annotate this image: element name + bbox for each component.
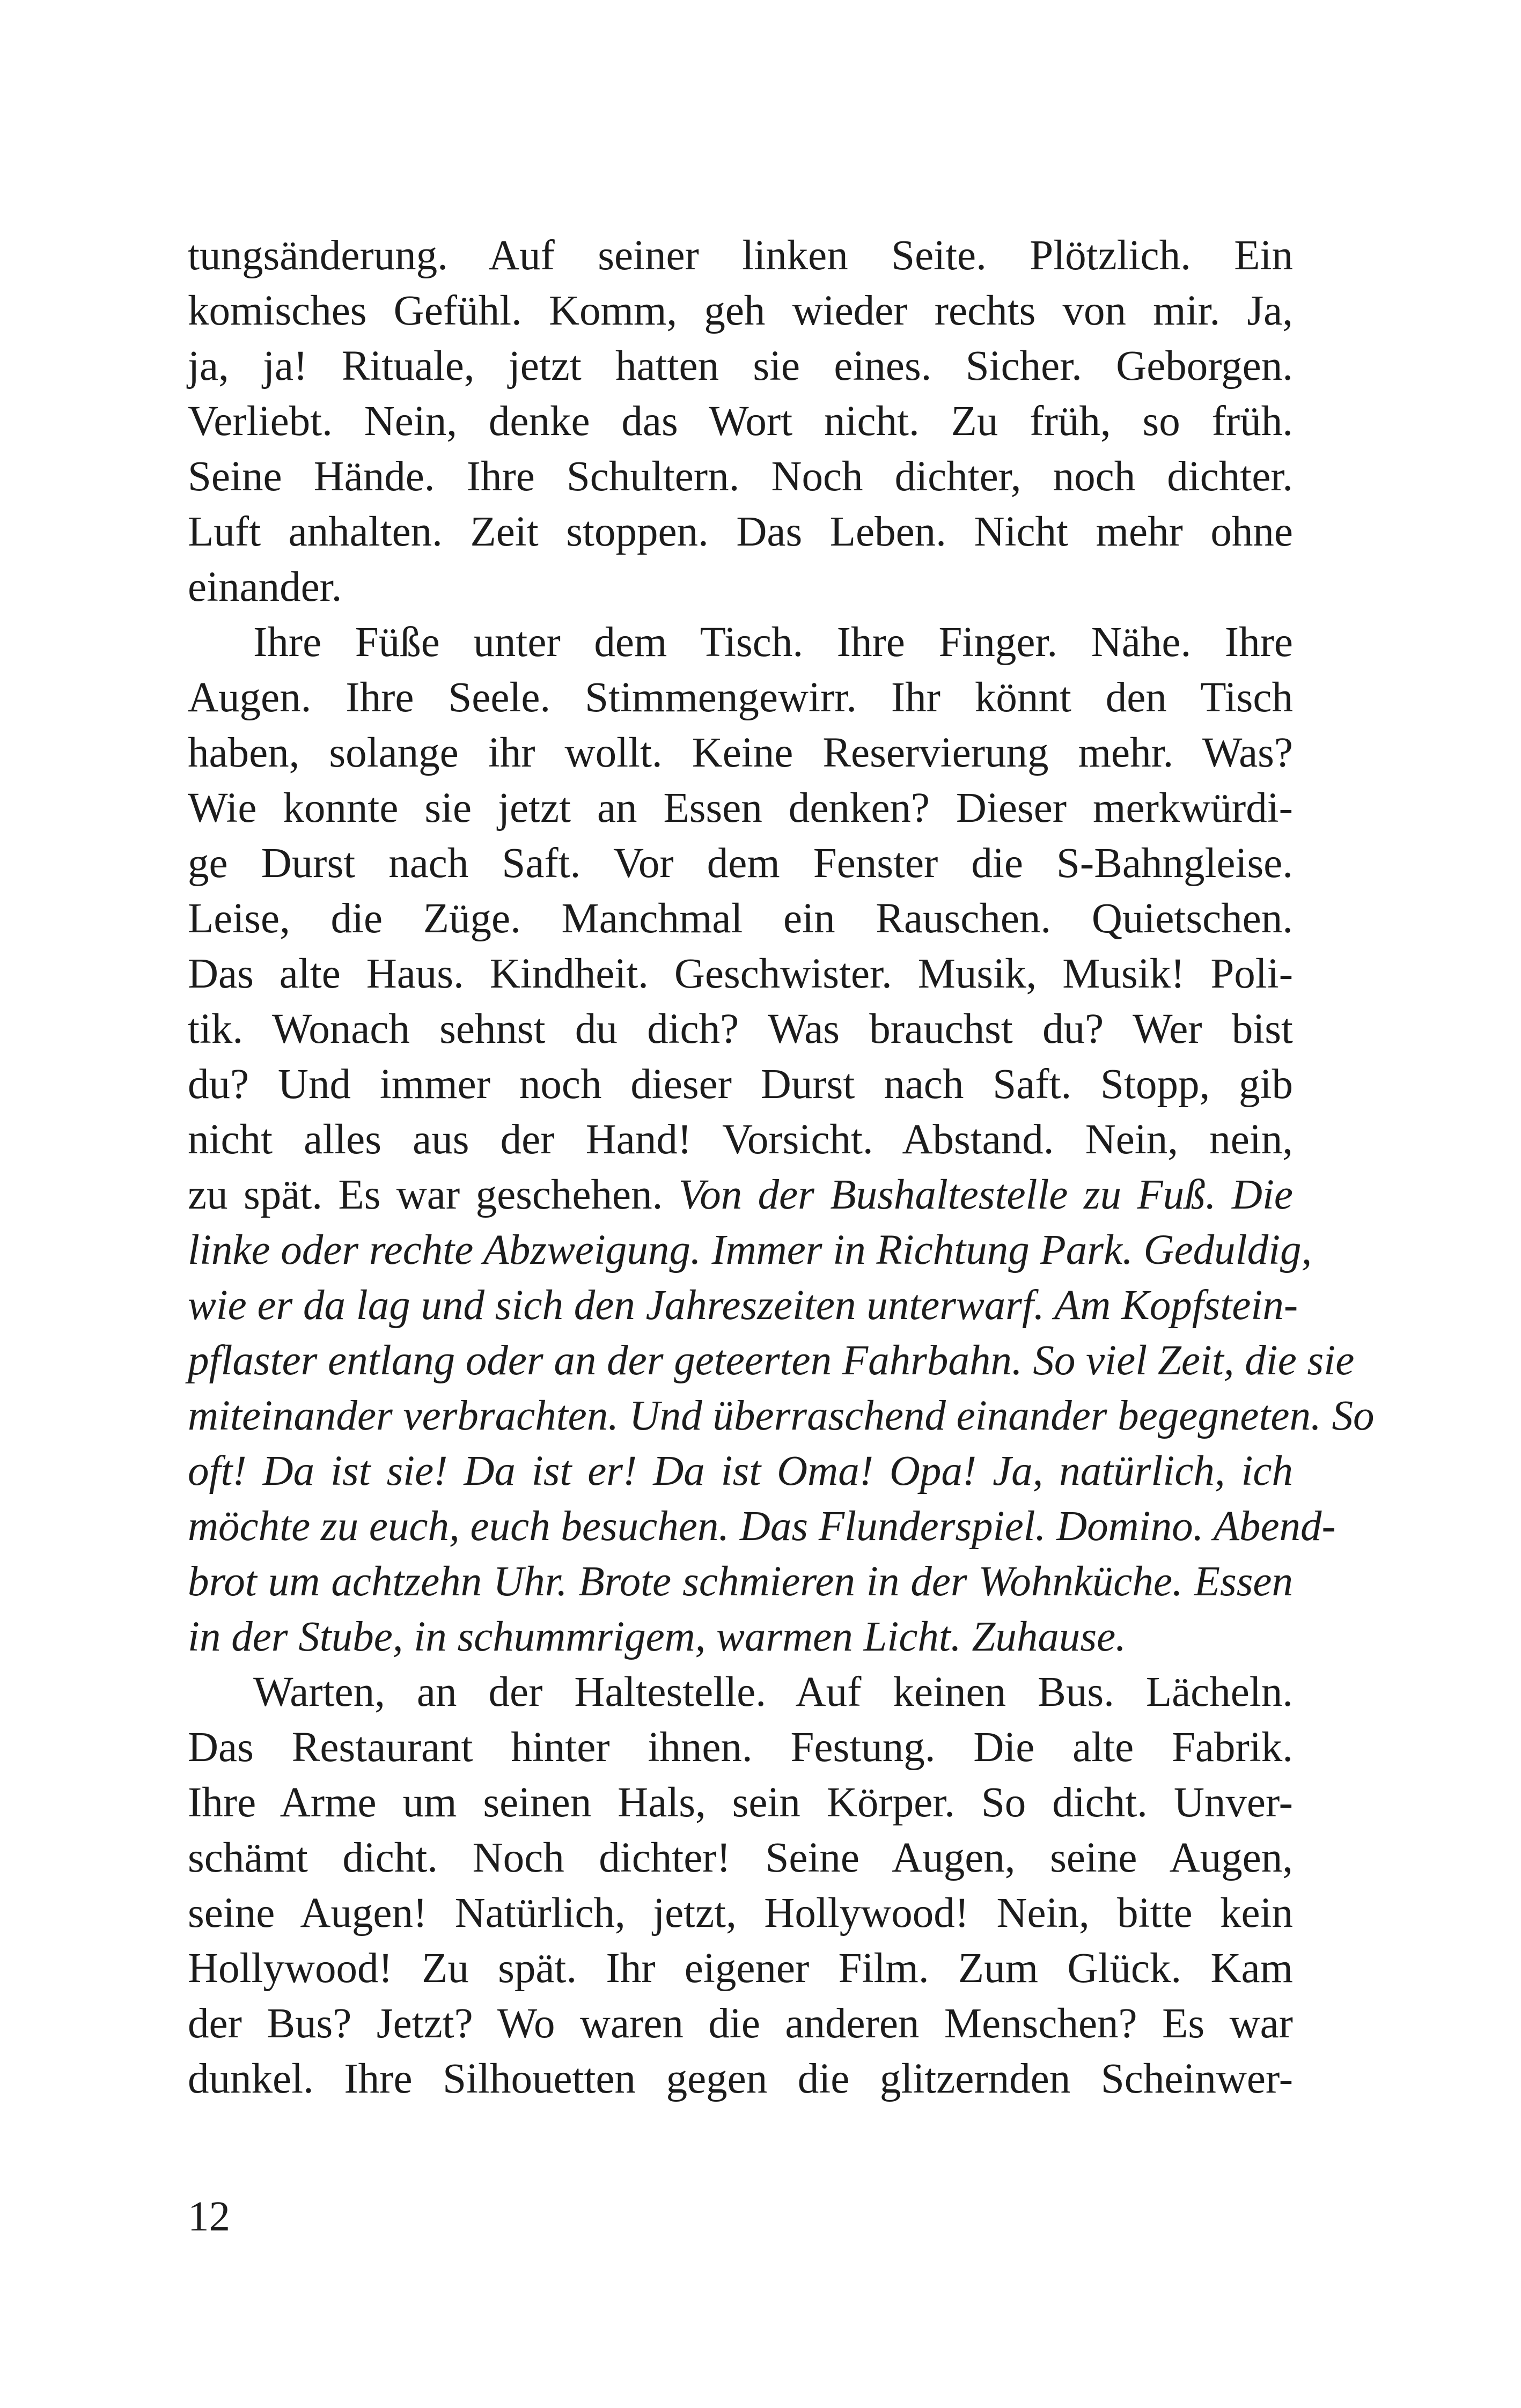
- text-line: ge Durst nach Saft. Vor dem Fenster die S-Bahngleise.: [188, 840, 1293, 887]
- text-segment: zu spät. Es war geschehen.: [188, 1172, 679, 1218]
- text-line: Hollywood! Zu spät. Ihr eigener Film. Zum Glück. Kam: [188, 1945, 1293, 1992]
- text-line: möchte zu euch, euch besuchen. Das Flunderspiel. Domino. Abend-: [188, 1503, 1336, 1550]
- text-line: pflaster entlang oder an der geteerten Fahrbahn. So viel Zeit, die sie: [188, 1337, 1355, 1384]
- text-line: komisches Gefühl. Komm, geh wieder rechts von mir. Ja,: [188, 288, 1293, 334]
- text-line: seine Augen! Natürlich, jetzt, Hollywood! Nein, bitte kein: [188, 1890, 1293, 1936]
- text-line: du? Und immer noch dieser Durst nach Saft. Stopp, gib: [188, 1061, 1293, 1108]
- text-line: Leise, die Züge. Manchmal ein Rauschen. Quietschen.: [188, 895, 1293, 942]
- text-line: tungsänderung. Auf seiner linken Seite. Plötzlich. Ein: [188, 232, 1293, 279]
- text-line: dunkel. Ihre Silhouetten gegen die glitzernden Scheinwer-: [188, 2056, 1293, 2102]
- italic-segment: Von der Bushaltestelle zu Fuß. Die: [678, 1172, 1293, 1218]
- text-line: Ihre Füße unter dem Tisch. Ihre Finger. Nähe. Ihre: [253, 619, 1293, 666]
- text-line: Das Restaurant hinter ihnen. Festung. Die alte Fabrik.: [188, 1724, 1293, 1771]
- text-line: Augen. Ihre Seele. Stimmengewirr. Ihr könnt den Tisch: [188, 674, 1293, 721]
- text-line: der Bus? Jetzt? Wo waren die anderen Menschen? Es war: [188, 2000, 1293, 2047]
- text-line: Wie konnte sie jetzt an Essen denken? Dieser merkwürdi-: [188, 785, 1293, 831]
- text-line: ja, ja! Rituale, jetzt hatten sie eines. Sicher. Geborgen.: [188, 343, 1293, 389]
- text-line: Das alte Haus. Kindheit. Geschwister. Musik, Musik! Poli-: [188, 951, 1293, 997]
- text-line: haben, solange ihr wollt. Keine Reservierung mehr. Was?: [188, 730, 1293, 776]
- page-number: 12: [188, 2193, 230, 2240]
- text-line: Luft anhalten. Zeit stoppen. Das Leben. Nicht mehr ohne: [188, 509, 1293, 555]
- text-line: nicht alles aus der Hand! Vorsicht. Abstand. Nein, nein,: [188, 1116, 1293, 1163]
- text-line: Warten, an der Haltestelle. Auf keinen Bus. Lächeln.: [253, 1669, 1293, 1715]
- text-line: linke oder rechte Abzweigung. Immer in Richtung Park. Geduldig,: [188, 1227, 1312, 1273]
- text-line: tik. Wonach sehnst du dich? Was brauchst du? Wer bist: [188, 1006, 1293, 1052]
- text-line: Seine Hände. Ihre Schultern. Noch dichter, noch dichter.: [188, 453, 1293, 500]
- text-line: einander.: [188, 564, 342, 610]
- text-line: wie er da lag und sich den Jahreszeiten unterwarf. Am Kopfstein-: [188, 1282, 1298, 1329]
- text-line: [188, 1167, 1293, 1223]
- text-line: Ihre Arme um seinen Hals, sein Körper. So dicht. Unver-: [188, 1779, 1293, 1826]
- text-line: Verliebt. Nein, denke das Wort nicht. Zu früh, so früh.: [188, 398, 1293, 445]
- text-line: brot um achtzehn Uhr. Brote schmieren in der Wohnküche. Essen: [188, 1558, 1293, 1605]
- text-line: oft! Da ist sie! Da ist er! Da ist Oma! Opa! Ja, natürlich, ich: [188, 1448, 1293, 1494]
- text-line: in der Stube, in schummrigem, warmen Licht. Zuhause.: [188, 1614, 1126, 1660]
- body-text: [188, 228, 1375, 2107]
- text-line: miteinander verbrachten. Und überraschend einander begegneten. So: [188, 1393, 1375, 1439]
- text-line: schämt dicht. Noch dichter! Seine Augen, seine Augen,: [188, 1835, 1293, 1881]
